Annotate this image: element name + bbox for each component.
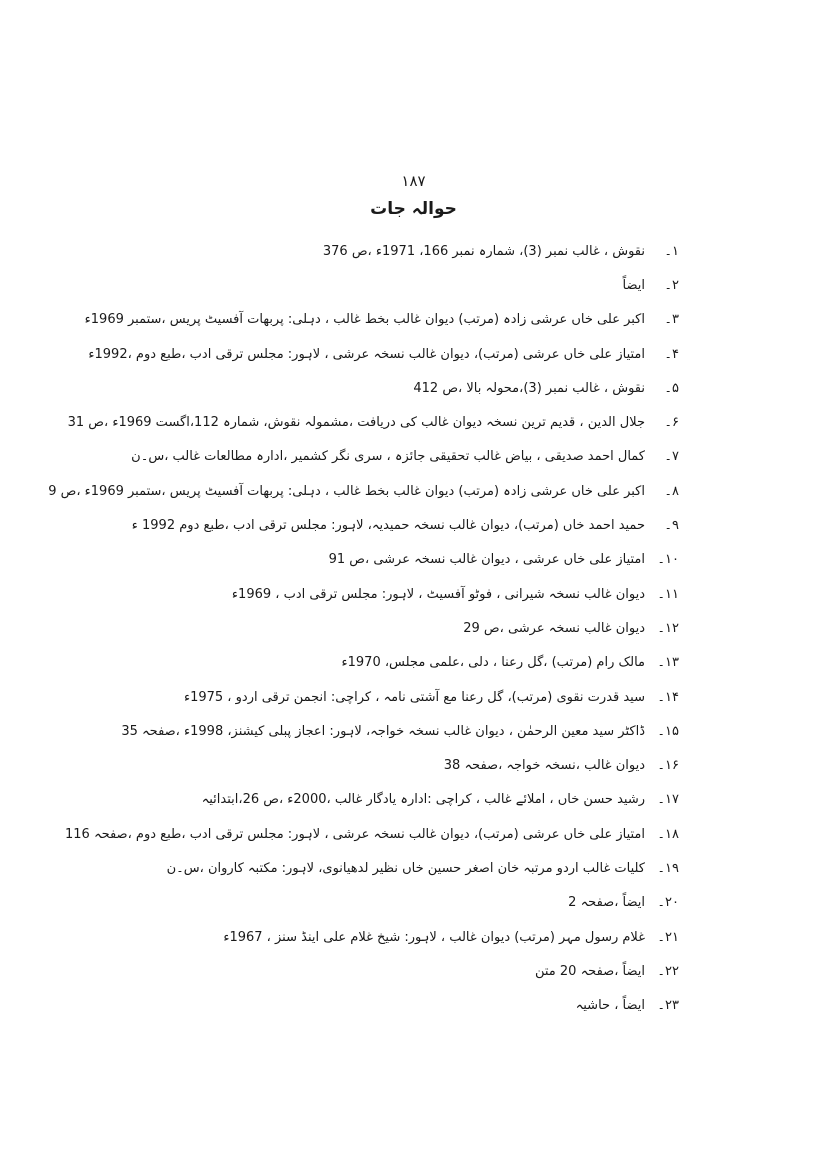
list-item [79,508,679,542]
reference-text: امتیاز علی خاں عرشی (مرتب)، دیوان غالب نسخہ عرشی ، لاہور: مجلس ترقی ادب ،طبع دوم ،1992ء [88,346,645,362]
reference-number: ۶۔ [664,415,679,431]
list-item [79,646,679,680]
reference-text: دیوان غالب نسخہ شیرانی ، فوٹو آفسیٹ ، لاہور: مجلس ترقی ادب ، 1969ء [231,586,645,602]
list-item [79,303,679,337]
reference-number: ۱۲۔ [657,620,679,636]
reference-number: ۱۴۔ [657,689,679,705]
list-item [79,851,679,885]
list-item [65,817,679,851]
reference-number: ۱۵۔ [657,723,679,739]
reference-number: ۲۔ [664,277,679,293]
reference-number: ۱۱۔ [657,586,679,602]
reference-text: جلال الدین ، قدیم ترین نسخہ دیوان غالب کی دریافت ،مشمولہ نقوش، شمارہ 112،اگست 1969ء ،ص 31 [67,415,645,431]
reference-text: امتیاز علی خاں عرشی (مرتب)، دیوان غالب نسخہ عرشی ، لاہور: مجلس ترقی ادب ،طبع دوم ،صفحہ 116 [65,826,645,842]
list-item [79,920,679,954]
reference-text: رشید حسن خاں ، املائے غالب ، کراچی :ادارہ یادگار غالب ،2000ء ،ص 26،ابتدائیہ [201,792,645,808]
reference-number: ۴۔ [664,346,679,362]
reference-text: نقوش ، غالب نمبر (3)، شمارہ نمبر 166، 1971ء ،ص 376 [322,243,645,259]
reference-text: غلام رسول مہر (مرتب) دیوان غالب ، لاہور: شیخ غلام علی اینڈ سنز ، 1967ء [223,929,645,945]
list-item [67,405,679,439]
list-item [79,543,679,577]
list-item [79,748,679,782]
list-item [79,954,679,988]
reference-text: ایضاً ،صفحہ 20 متن [534,963,645,979]
reference-text: ایضاً ،صفحہ 2 [568,895,645,911]
reference-list [48,234,679,1023]
reference-text: ایضاً ، حاشیہ [575,998,645,1014]
reference-number: ۲۲۔ [657,963,679,979]
reference-text: مالک رام (مرتب) ،گل رعنا ، دلی ،علمی مجلس، 1970ء [341,655,645,671]
reference-text: دیوان غالب نسخہ عرشی ،ص 29 [463,620,645,636]
reference-text: کمال احمد صدیقی ، بیاض غالب تحقیقی جائزہ ، سری نگر کشمیر ،ادارہ مطالعات غالب ،س۔ن [131,449,645,465]
reference-text: ڈاکٹر سید معین الرحمٰن ، دیوان غالب نسخہ خواجہ، لاہور: اعجاز پبلی کیشنز، 1998ء ،صفحہ 35 [121,723,645,739]
reference-number: ۱۹۔ [657,860,679,876]
list-item [48,474,679,508]
reference-number: ۱۰۔ [657,552,679,568]
page-title: حوالہ جات [370,199,457,219]
reference-number: ۲۱۔ [657,929,679,945]
reference-number: ۱۔ [664,243,679,259]
list-item [79,577,679,611]
reference-text: دیوان غالب ،نسخہ خواجہ ،صفحہ 38 [443,758,645,774]
reference-text: کلیات غالب اردو مرتبہ خان اصغر حسین خاں نظیر لدھیانوی، لاہور: مکتبہ کاروان ،س۔ن [166,860,645,876]
reference-text: ایضاً [622,277,645,293]
list-item [79,714,679,748]
list-item [79,337,679,371]
reference-number: ۱۷۔ [657,792,679,808]
list-item [79,989,679,1023]
page-number: ۱۸۷ [401,172,426,190]
reference-text: اکبر علی خاں عرشی زادہ (مرتب) دیوان غالب بخط غالب ، دہلی: پربھات آفسیٹ پریس ،ستمبر 1969ء [84,312,645,328]
list-item [79,440,679,474]
reference-number: ۱۶۔ [657,758,679,774]
list-item [79,268,679,302]
reference-number: ۲۰۔ [657,895,679,911]
list-item [79,611,679,645]
reference-number: ۱۸۔ [657,826,679,842]
list-item [79,371,679,405]
reference-number: ۸۔ [664,483,679,499]
reference-number: ۲۳۔ [657,998,679,1014]
reference-number: ۱۳۔ [657,655,679,671]
reference-text: نقوش ، غالب نمبر (3)،محولہ بالا ،ص 412 [413,380,645,396]
list-item [79,680,679,714]
reference-number: ۷۔ [664,449,679,465]
reference-text: حمید احمد خاں (مرتب)، دیوان غالب نسخہ حمیدیہ، لاہور: مجلس ترقی ادب ،طبع دوم 1992 ء [131,518,645,534]
reference-text: اکبر علی خاں عرشی زادہ (مرتب) دیوان غالب بخط غالب ، دہلی: پربھات آفسیٹ پریس ،ستمبر 1969ء ،ص 9 [48,483,645,499]
list-item [79,783,679,817]
list-item [79,886,679,920]
reference-text: سید قدرت نقوی (مرتب)، گل رعنا مع آشتی نامہ ، کراچی: انجمن ترقی اردو ، 1975ء [183,689,645,705]
reference-number: ۹۔ [664,518,679,534]
reference-number: ۵۔ [664,380,679,396]
reference-text: امتیاز علی خاں عرشی ، دیوان غالب نسخہ عرشی ،ص 91 [328,552,645,568]
list-item [79,234,679,268]
reference-number: ۳۔ [664,312,679,328]
